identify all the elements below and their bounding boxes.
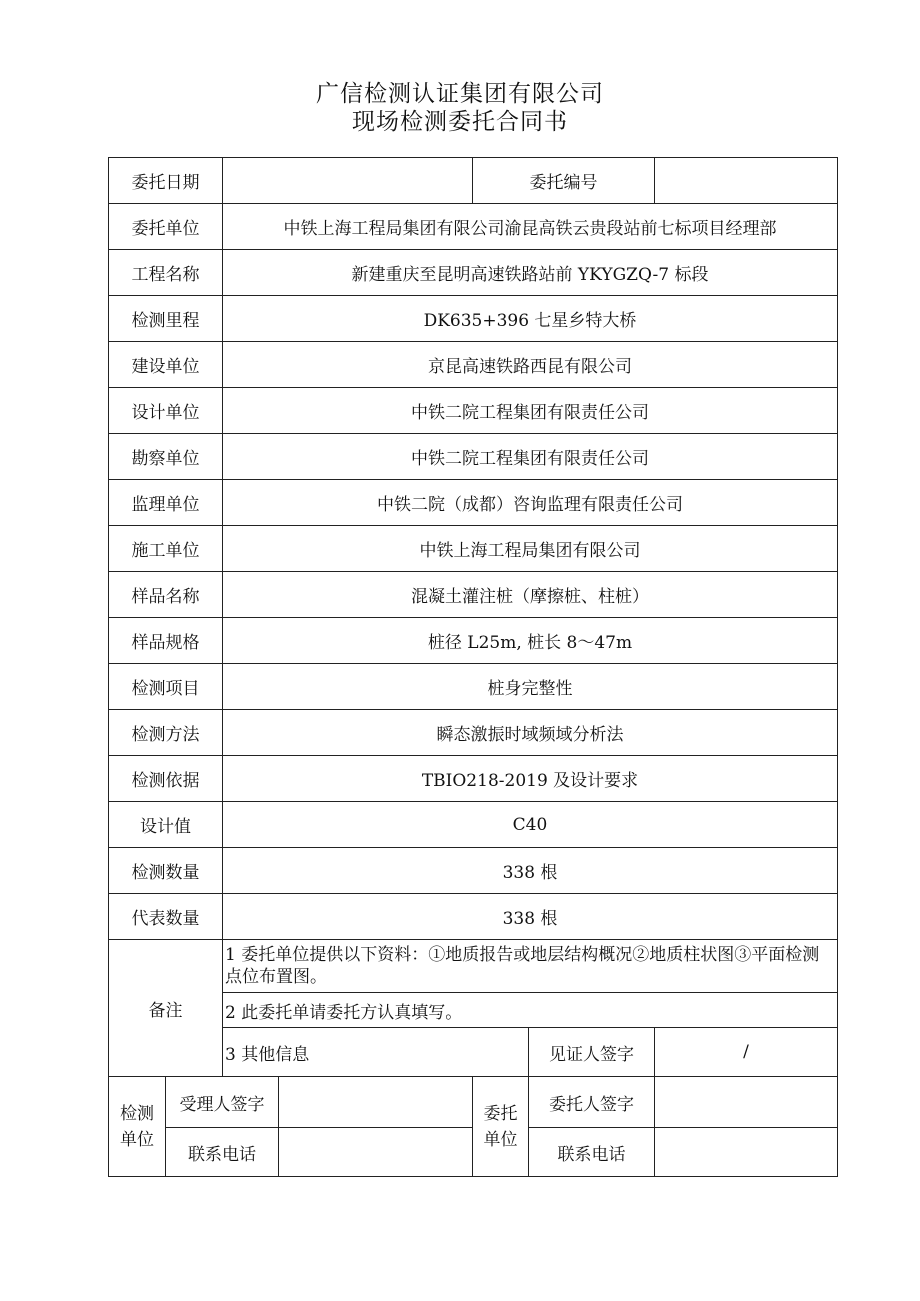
row-contractor (109, 526, 838, 572)
client-phone-label: 联系电话 (529, 1128, 655, 1177)
field-label: 样品规格 (109, 618, 223, 664)
client-sign-label: 委托人签字 (529, 1077, 655, 1128)
company-name: 广信检测认证集团有限公司 (316, 81, 604, 107)
field-label: 施工单位 (109, 526, 223, 572)
row-client-unit (109, 204, 838, 250)
row-sample-spec (109, 618, 838, 664)
row-test-method (109, 710, 838, 756)
field-label: 设计单位 (109, 388, 223, 434)
remarks-note-3: 3 其他信息 (223, 1028, 529, 1077)
row-signature-1 (109, 1077, 838, 1128)
date-label: 委托日期 (109, 158, 223, 204)
receiver-sign-field[interactable] (279, 1077, 473, 1128)
test-unit-phone-field[interactable] (279, 1128, 473, 1177)
field-label: 检测数量 (109, 848, 223, 894)
field-label: 检测项目 (109, 664, 223, 710)
field-label: 检测方法 (109, 710, 223, 756)
field-value: TBIO218-2019 及设计要求 (223, 756, 838, 802)
client-unit-label (473, 1077, 529, 1177)
field-value: 桩身完整性 (223, 664, 838, 710)
row-supervision-unit (109, 480, 838, 526)
number-field[interactable] (655, 158, 838, 204)
field-value: C40 (223, 802, 838, 848)
field-value: 桩径 L25m, 桩长 8～47m (223, 618, 838, 664)
field-value: 338 根 (223, 894, 838, 940)
field-label: 委托单位 (109, 204, 223, 250)
test-unit-line-2: 单位 (120, 1129, 154, 1150)
row-design-unit (109, 388, 838, 434)
row-test-quantity (109, 848, 838, 894)
field-value: 中铁二院（成都）咨询监理有限责任公司 (223, 480, 838, 526)
field-label: 工程名称 (109, 250, 223, 296)
row-represented-quantity (109, 894, 838, 940)
field-value: 混凝土灌注桩（摩擦桩、柱桩） (223, 572, 838, 618)
field-value: DK635+396 七星乡特大桥 (223, 296, 838, 342)
field-value: 中铁二院工程集团有限责任公司 (223, 388, 838, 434)
field-value: 京昆高速铁路西昆有限公司 (223, 342, 838, 388)
witness-signature-field[interactable]: / (655, 1028, 838, 1077)
row-test-item (109, 664, 838, 710)
commission-form-table (108, 157, 838, 1177)
number-label: 委托编号 (473, 158, 655, 204)
field-label: 设计值 (109, 802, 223, 848)
remarks-label: 备注 (109, 940, 223, 1077)
client-phone-field[interactable] (655, 1128, 838, 1177)
row-project-name (109, 250, 838, 296)
row-sample-name (109, 572, 838, 618)
remarks-note-2: 2 此委托单请委托方认真填写。 (223, 993, 838, 1028)
row-survey-unit (109, 434, 838, 480)
field-value: 中铁上海工程局集团有限公司渝昆高铁云贵段站前七标项目经理部 (223, 204, 838, 250)
field-label: 样品名称 (109, 572, 223, 618)
row-remarks-1 (109, 940, 838, 993)
field-label: 建设单位 (109, 342, 223, 388)
field-label: 检测里程 (109, 296, 223, 342)
test-unit-line-1: 检测 (120, 1103, 154, 1124)
row-mileage (109, 296, 838, 342)
field-value: 中铁上海工程局集团有限公司 (223, 526, 838, 572)
test-unit-phone-label: 联系电话 (166, 1128, 279, 1177)
field-value: 新建重庆至昆明高速铁路站前 YKYGZQ-7 标段 (223, 250, 838, 296)
field-label: 代表数量 (109, 894, 223, 940)
receiver-sign-label: 受理人签字 (166, 1077, 279, 1128)
field-label: 勘察单位 (109, 434, 223, 480)
witness-label: 见证人签字 (529, 1028, 655, 1077)
field-value: 瞬态激振时域频域分析法 (223, 710, 838, 756)
client-unit-line-1: 委托 (483, 1103, 518, 1124)
row-date (109, 158, 838, 204)
field-label: 检测依据 (109, 756, 223, 802)
field-value: 338 根 (223, 848, 838, 894)
test-unit-label (109, 1077, 166, 1177)
client-unit-line-2: 单位 (483, 1129, 518, 1150)
date-field[interactable] (223, 158, 473, 204)
row-construction-owner (109, 342, 838, 388)
row-design-value (109, 802, 838, 848)
field-label: 监理单位 (109, 480, 223, 526)
remarks-note-1: 1 委托单位提供以下资料：①地质报告或地层结构概况②地质柱状图③平面检测点位布置图。 (223, 940, 838, 993)
field-value: 中铁二院工程集团有限责任公司 (223, 434, 838, 480)
document-title: 现场检测委托合同书 (352, 109, 568, 135)
client-sign-field[interactable] (655, 1077, 838, 1128)
row-test-basis (109, 756, 838, 802)
